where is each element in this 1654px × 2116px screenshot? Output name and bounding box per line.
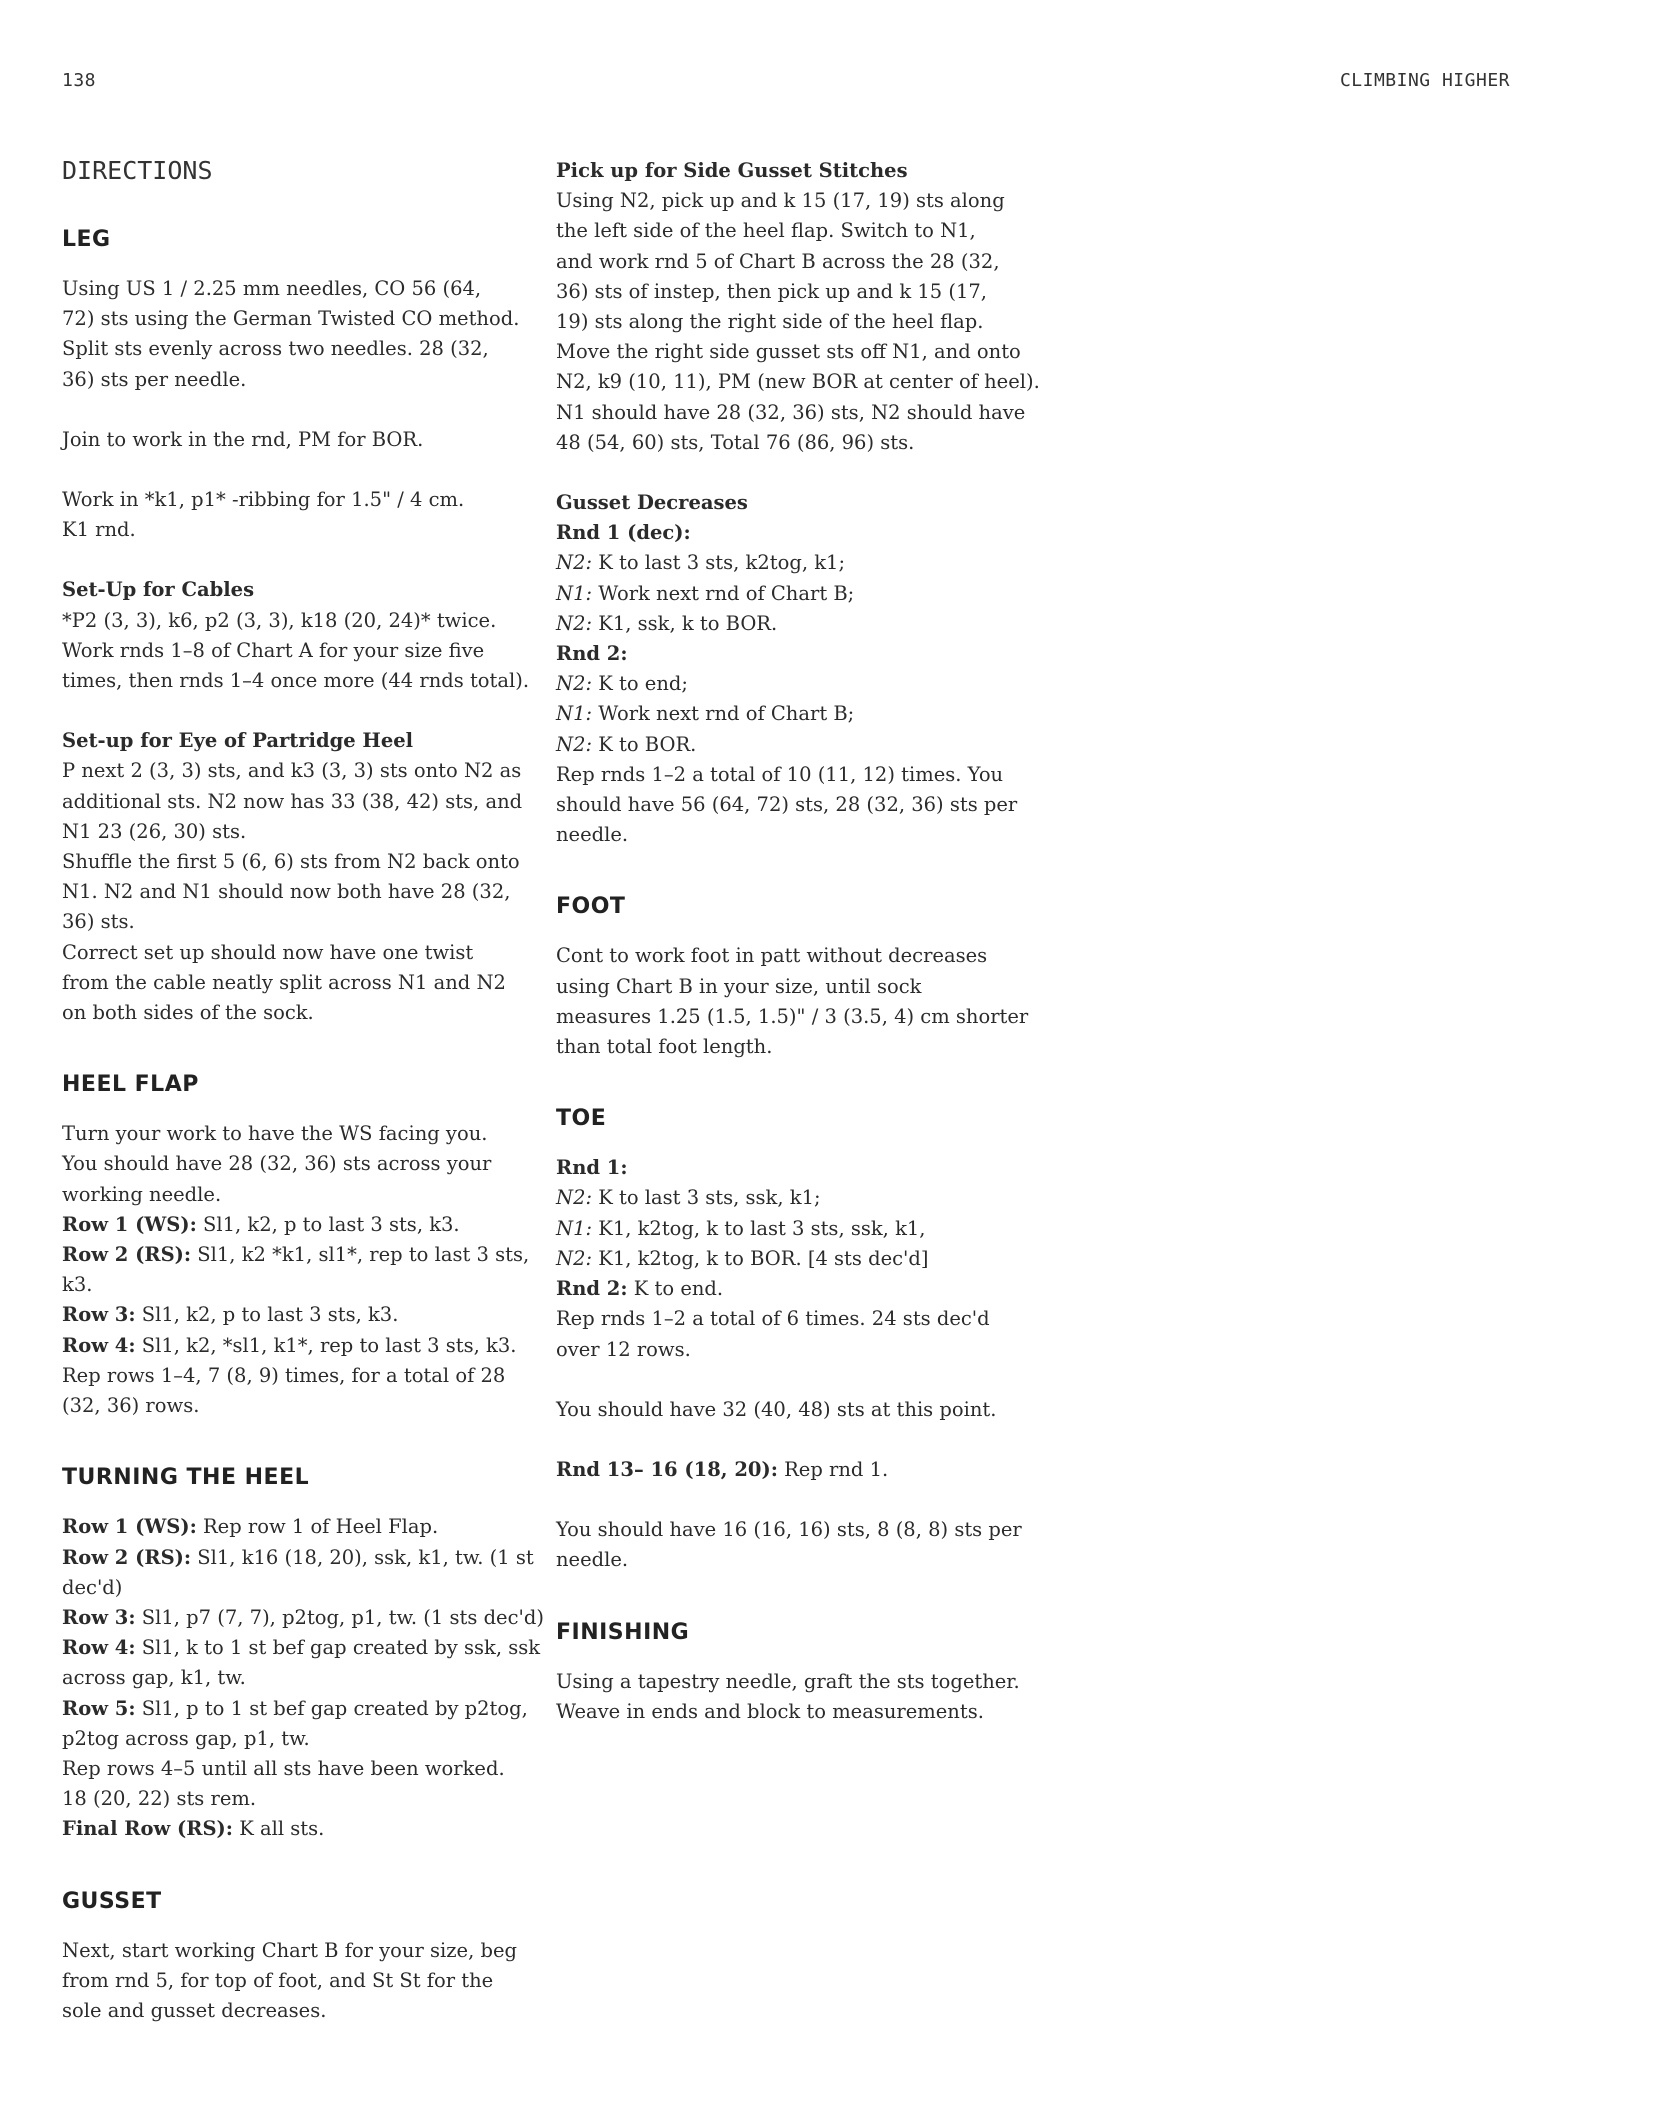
rnd-1-label: Rnd 1 (dec):	[556, 521, 691, 545]
leg-heading: LEG	[62, 227, 111, 252]
text-line: should have 56 (64, 72) sts, 28 (32, 36) sts per	[556, 793, 1018, 817]
heel-flap-row-1	[62, 1210, 532, 1240]
row-text: Rep rnd 1.	[777, 1457, 889, 1481]
rnd-2-label: Rnd 2:	[556, 642, 628, 666]
row-text: Sl1, p7 (7, 7), p2tog, p1, tw. (1 sts dec'd)	[135, 1605, 544, 1629]
row-label: Row 3:	[62, 1303, 136, 1327]
row-label: Row 1 (WS):	[62, 1515, 197, 1539]
setup-cables-title: Set-Up for Cables	[62, 578, 255, 602]
text-line: using Chart B in your size, until sock	[556, 974, 922, 998]
text-line: 36) sts of instep, then pick up and k 15 (17,	[556, 279, 987, 303]
needle-text: K to BOR.	[592, 732, 697, 756]
turning-row-3	[62, 1603, 544, 1633]
needle-text: K1, k2tog, k to BOR. [4 sts dec'd]	[592, 1246, 929, 1270]
needle-instruction	[556, 548, 1026, 578]
row-label: Final Row (RS):	[62, 1817, 233, 1841]
gusset-pickup-title: Pick up for Side Gusset Stitches	[556, 159, 908, 182]
running-title: CLIMBING HIGHER	[1339, 70, 1510, 91]
text-line: additional sts. N2 now has 33 (38, 42) sts, and	[62, 789, 523, 813]
left-column	[62, 156, 544, 2056]
turning-row-2	[62, 1543, 532, 1573]
needle-label: N2:	[556, 1246, 593, 1270]
gusset-decreases-block	[556, 488, 1026, 850]
row-text: K all sts.	[233, 1817, 325, 1841]
needle-instruction	[556, 579, 1026, 609]
needle-instruction	[556, 1183, 1026, 1213]
row-label: Row 5:	[62, 1696, 136, 1720]
text-line: *P2 (3, 3), k6, p2 (3, 3), k18 (20, 24)* twice.	[62, 608, 497, 632]
text-line: Using N2, pick up and k 15 (17, 19) sts along	[556, 189, 1005, 213]
text-line: You should have 16 (16, 16) sts, 8 (8, 8) sts per	[556, 1518, 1022, 1542]
leg-join-paragraph	[62, 425, 532, 455]
setup-cables-block	[62, 575, 532, 696]
toe-rnd-13	[556, 1455, 1026, 1485]
text-line: You should have 28 (32, 36) sts across your	[62, 1152, 492, 1176]
heel-flap-row-4	[62, 1331, 532, 1361]
directions-title: DIRECTIONS	[62, 156, 213, 185]
text-line: 19) sts along the right side of the heel flap.	[556, 310, 984, 334]
toe-rnd-13-paragraph	[556, 1455, 1026, 1485]
turning-row-5	[62, 1694, 532, 1724]
text-line: from the cable neatly split across N1 and N2	[62, 970, 506, 994]
text-line: K1 rnd.	[62, 518, 136, 542]
toe-rnd-2	[556, 1274, 1026, 1304]
needle-instruction	[556, 1214, 1026, 1244]
needle-text: K1, k2tog, k to last 3 sts, ssk, k1,	[592, 1216, 926, 1240]
row-text: Sl1, p to 1 st bef gap created by p2tog,	[135, 1696, 528, 1720]
text-line: 18 (20, 22) sts rem.	[62, 1787, 257, 1811]
foot-block	[556, 941, 1029, 1062]
text-line: 36) sts.	[62, 910, 135, 934]
needle-label: N2:	[556, 611, 593, 635]
text-line: working needle.	[62, 1182, 222, 1206]
text-line: across gap, k1, tw.	[62, 1666, 246, 1690]
text-line: Rep rnds 1–2 a total of 6 times. 24 sts dec'd	[556, 1307, 990, 1331]
text-line: p2tog across gap, p1, tw.	[62, 1726, 310, 1750]
needle-label: N2:	[556, 672, 593, 696]
needle-label: N2:	[556, 732, 593, 756]
toe-count-paragraph	[556, 1395, 1026, 1425]
turning-row-4	[62, 1633, 541, 1663]
text-line: on both sides of the sock.	[62, 1001, 314, 1025]
text-line: and work rnd 5 of Chart B across the 28 (32,	[556, 249, 1000, 273]
text-line: needle.	[556, 1548, 629, 1572]
setup-heel-title: Set-up for Eye of Partridge Heel	[62, 729, 414, 753]
leg-ribbing-paragraph	[62, 485, 532, 545]
text-line: Weave in ends and block to measurements.	[556, 1699, 984, 1723]
row-label: Rnd 13– 16 (18, 20):	[556, 1457, 778, 1481]
text-line: Rep rnds 1–2 a total of 10 (11, 12) times. You	[556, 762, 1004, 786]
text-line: Next, start working Chart B for your size, beg	[62, 1938, 517, 1962]
needle-text: K to last 3 sts, k2tog, k1;	[592, 551, 846, 575]
row-label: Row 2 (RS):	[62, 1545, 192, 1569]
text-line: 36) sts per needle.	[62, 367, 247, 391]
text-line: You should have 32 (40, 48) sts at this point.	[556, 1397, 997, 1421]
row-label: Rnd 2:	[556, 1277, 628, 1301]
text-line: Work in *k1, p1* -ribbing for 1.5" / 4 cm.	[62, 488, 465, 512]
heel-flap-row-2	[62, 1240, 532, 1270]
text-line: Rep rows 1–4, 7 (8, 9) times, for a total of 28	[62, 1363, 506, 1387]
finishing-heading: FINISHING	[556, 1619, 690, 1645]
needle-instruction	[556, 699, 1026, 729]
gusset-pickup-block	[556, 156, 1040, 458]
row-label: Row 4:	[62, 1333, 136, 1357]
row-text: Sl1, k2, *sl1, k1*, rep to last 3 sts, k3.	[135, 1333, 517, 1357]
text-line: sole and gusset decreases.	[62, 1998, 327, 2022]
text-line: (32, 36) rows.	[62, 1394, 200, 1418]
needle-label: N1:	[556, 1216, 593, 1240]
heel-flap-row-3	[62, 1300, 532, 1330]
needle-text: K to last 3 sts, ssk, k1;	[592, 1186, 821, 1210]
text-line: N2, k9 (10, 11), PM (new BOR at center of heel).	[556, 370, 1040, 394]
needle-text: Work next rnd of Chart B;	[592, 702, 855, 726]
needle-text: K to end;	[592, 672, 688, 696]
toe-heading: TOE	[556, 1106, 607, 1132]
heel-flap-block	[62, 1119, 532, 1421]
needle-label: N2:	[556, 551, 593, 575]
needle-instruction	[556, 730, 1026, 760]
heel-flap-heading: HEEL FLAP	[62, 1072, 199, 1098]
gusset-block	[62, 1936, 532, 2027]
needle-instruction	[556, 609, 1026, 639]
page-number: 138	[62, 70, 97, 91]
needle-label: N1:	[556, 702, 593, 726]
row-text: Sl1, k16 (18, 20), ssk, k1, tw. (1 st	[191, 1545, 534, 1569]
text-line: Work rnds 1–8 of Chart A for your size five	[62, 638, 485, 662]
text-line: over 12 rows.	[556, 1337, 691, 1361]
text-line: dec'd)	[62, 1575, 123, 1599]
row-text: K to end.	[627, 1277, 724, 1301]
text-line: Shuffle the first 5 (6, 6) sts from N2 back onto	[62, 850, 520, 874]
toe-final-count-paragraph	[556, 1515, 1026, 1575]
needle-text: Work next rnd of Chart B;	[592, 581, 855, 605]
gusset-heading: GUSSET	[62, 1888, 162, 1914]
row-label: Row 3:	[62, 1605, 136, 1629]
text-line: than total foot length.	[556, 1035, 773, 1059]
text-line: needle.	[556, 823, 629, 847]
finishing-block	[556, 1667, 1026, 1727]
text-line: Turn your work to have the WS facing you.	[62, 1122, 488, 1146]
text-line: N1 23 (26, 30) sts.	[62, 819, 247, 843]
row-text: Sl1, k2 *k1, sl1*, rep to last 3 sts,	[191, 1243, 530, 1267]
text-line: P next 2 (3, 3) sts, and k3 (3, 3) sts onto N2 as	[62, 759, 522, 783]
text-line: N1 should have 28 (32, 36) sts, N2 should have	[556, 400, 1026, 424]
row-label: Row 4:	[62, 1636, 136, 1660]
text-line: Rep rows 4–5 until all sts have been worked.	[62, 1756, 505, 1780]
text-line: Correct set up should now have one twist	[62, 940, 474, 964]
text-line: 72) sts using the German Twisted CO method.	[62, 307, 520, 331]
needle-text: K1, ssk, k to BOR.	[592, 611, 778, 635]
text-line: k3.	[62, 1273, 93, 1297]
gusset-decreases-title: Gusset Decreases	[556, 491, 748, 515]
turning-heel-block	[62, 1512, 544, 1844]
row-label: Row 1 (WS):	[62, 1212, 197, 1236]
text-line: Move the right side gusset sts off N1, and onto	[556, 340, 1021, 364]
text-line: Split sts evenly across two needles. 28 (32,	[62, 337, 489, 361]
foot-heading: FOOT	[556, 894, 626, 920]
leg-cast-on-paragraph	[62, 274, 532, 395]
turning-row-1	[62, 1512, 532, 1542]
text-line: Using a tapestry needle, graft the sts together.	[556, 1669, 1020, 1693]
text-line: times, then rnds 1–4 once more (44 rnds total).	[62, 669, 530, 693]
text-line: 48 (54, 60) sts, Total 76 (86, 96) sts.	[556, 430, 915, 454]
row-text: Sl1, k2, p to last 3 sts, k3.	[135, 1303, 399, 1327]
needle-instruction	[556, 669, 1026, 699]
row-text: Sl1, k2, p to last 3 sts, k3.	[196, 1212, 460, 1236]
row-text: Sl1, k to 1 st bef gap created by ssk, ssk	[135, 1636, 541, 1660]
turning-heel-heading: TURNING THE HEEL	[62, 1465, 310, 1491]
text-line: Cont to work foot in patt without decreases	[556, 944, 988, 968]
text-line: the left side of the heel flap. Switch to N1,	[556, 219, 976, 243]
needle-label: N1:	[556, 581, 593, 605]
toe-block	[556, 1153, 1026, 1364]
text-line: N1. N2 and N1 should now both have 28 (32,	[62, 880, 511, 904]
text-line: measures 1.25 (1.5, 1.5)" / 3 (3.5, 4) cm shorter	[556, 1004, 1029, 1028]
turning-final-row	[62, 1814, 532, 1844]
text-line: from rnd 5, for top of foot, and St St for the	[62, 1968, 494, 1992]
text-line: Using US 1 / 2.25 mm needles, CO 56 (64,	[62, 277, 482, 300]
row-text: Rep row 1 of Heel Flap.	[196, 1515, 439, 1539]
setup-heel-block	[62, 726, 532, 1028]
row-label: Row 2 (RS):	[62, 1243, 192, 1267]
needle-instruction	[556, 1244, 1026, 1274]
toe-rnd-1-label: Rnd 1:	[556, 1156, 628, 1180]
text-line: Join to work in the rnd, PM for BOR.	[62, 427, 424, 451]
needle-label: N2:	[556, 1186, 593, 1210]
right-column	[556, 156, 1040, 1757]
